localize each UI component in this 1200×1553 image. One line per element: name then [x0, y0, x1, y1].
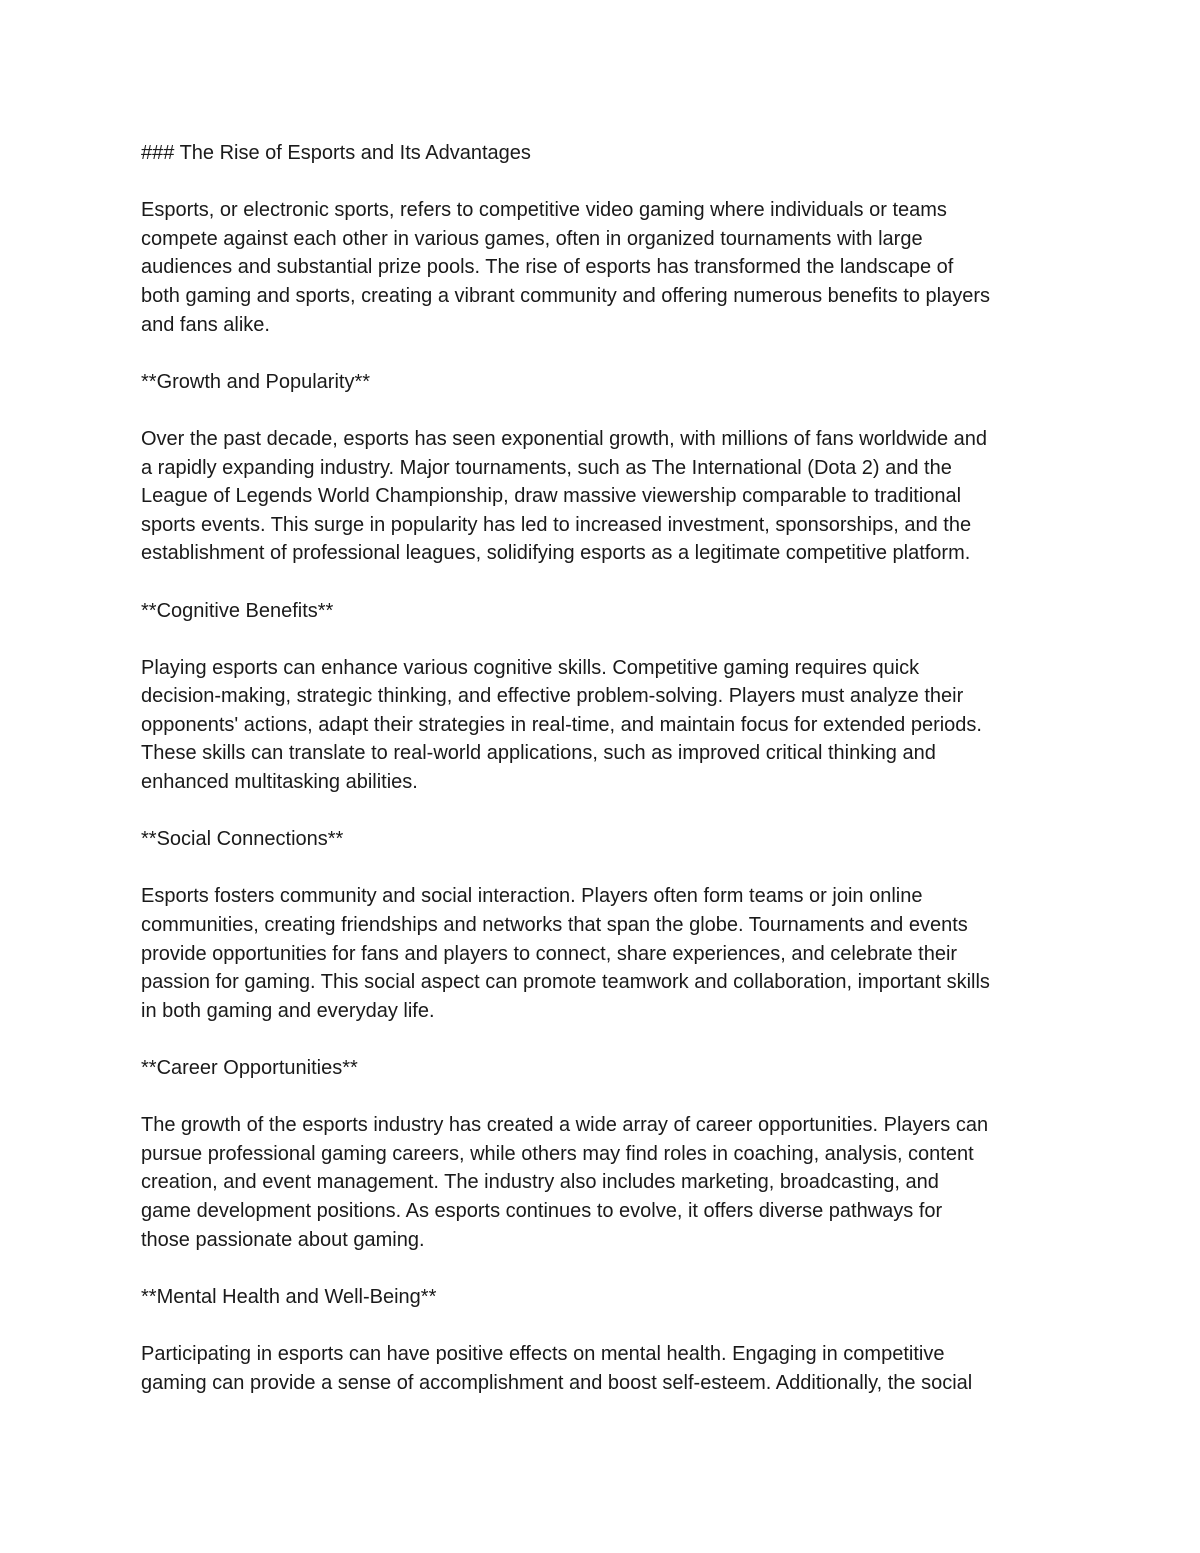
document-content	[141, 139, 1071, 1426]
intro-paragraph: Esports, or electronic sports, refers to competitive video gaming where individuals or teams compete against each other in various games, often in organized tournaments with large audiences and substantial prize pools. The rise of esports has transformed the landscape of both gaming and sports, creating a vibrant community and offering numerous benefits to players and fans alike.	[141, 199, 990, 336]
section-heading-cognitive: **Cognitive Benefits**	[141, 599, 334, 622]
section-body-cognitive: Playing esports can enhance various cognitive skills. Competitive gaming requires quick decision-making, strategic thinking, and effective problem-solving. Players must analyze their opponents' actions, adapt their strategies in real-time, and maintain focus for extended periods. These skills can translate to real-world applications, such as improved critical thinking and enhanced multitasking abilities.	[141, 656, 982, 794]
section-body-social: Esports fosters community and social interaction. Players often form teams or join online communities, creating friendships and networks that span the globe. Tournaments and events provide opportunities for fans and players to connect, share experiences, and celebrate their passion for gaming. This social aspect can promote teamwork and collaboration, important skills in both gaming and everyday life.	[141, 885, 990, 1022]
section-heading-mental-health: **Mental Health and Well-Being**	[141, 1285, 437, 1308]
section-heading-growth: **Growth and Popularity**	[141, 370, 371, 393]
section-body-growth: Over the past decade, esports has seen exponential growth, with millions of fans worldwide and a rapidly expanding industry. Major tournaments, such as The International (Dota 2) and the League of Legends World Championship, draw massive viewership comparable to traditional sports events. This surge in popularity has led to increased investment, sponsorships, and the establishment of professional leagues, solidifying esports as a legitimate competitive platform.	[141, 427, 988, 565]
section-body-career: The growth of the esports industry has created a wide array of career opportunities. Players can pursue professional gaming careers, while others may find roles in coaching, analysis, content creation, and event management. The industry also includes marketing, broadcasting, and game development positions. As esports continues to evolve, it offers diverse pathways for those passionate about gaming.	[141, 1114, 989, 1251]
document-title: ### The Rise of Esports and Its Advantages	[141, 142, 531, 164]
section-heading-social: **Social Connections**	[141, 828, 344, 851]
section-body-mental-health: Participating in esports can have positive effects on mental health. Engaging in competitive gaming can provide a sense of accomplishment and boost self-esteem. Additionally, the social	[141, 1342, 973, 1394]
section-heading-career: **Career Opportunities**	[141, 1057, 358, 1079]
